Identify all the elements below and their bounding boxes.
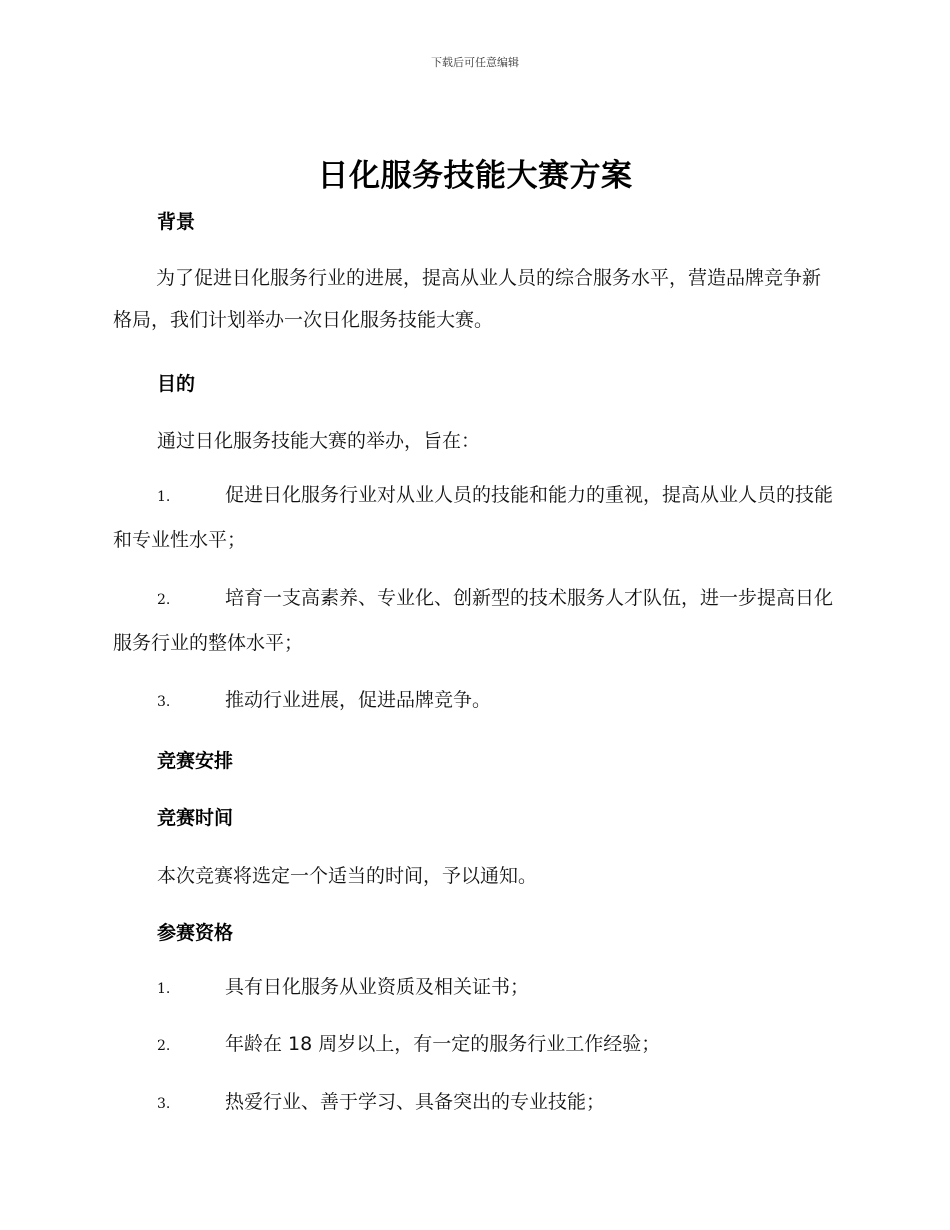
eligibility-list-item (113, 1023, 835, 1068)
heading-time: 竞赛时间 (157, 807, 234, 829)
document-title: 日化服务技能大赛方案 (317, 158, 633, 194)
list-number: 1. (157, 489, 171, 505)
purpose-intro: 通过日化服务技能大赛的举办，旨在： (157, 430, 481, 452)
list-number: 1. (157, 981, 171, 997)
list-item-text: 具有日化服务从业资质及相关证书； (225, 976, 530, 998)
purpose-list-item (113, 474, 835, 562)
time-text: 本次竞赛将选定一个适当的时间，予以通知。 (157, 865, 538, 887)
list-item-text: 热爱行业、善于学习、具备突出的专业技能； (225, 1091, 606, 1113)
list-item-text: 年龄在 18 周岁以上，有一定的服务行业工作经验； (225, 1033, 661, 1055)
heading-background: 背景 (157, 211, 196, 233)
purpose-list-item (113, 577, 835, 665)
page-header-note: 下载后可任意编辑 (431, 56, 519, 69)
list-number: 2. (157, 1038, 171, 1054)
eligibility-list-item (113, 1081, 835, 1126)
background-paragraph: 为了促进日化服务行业的进展，提高从业人员的综合服务水平，营造品牌竞争新格局，我们计划举办一次日化服务技能大赛。 (113, 267, 822, 331)
purpose-list-item (113, 679, 835, 724)
heading-purpose: 目的 (157, 373, 196, 395)
list-item-text: 推动行业进展，促进品牌竞争。 (225, 689, 492, 711)
list-number: 3. (157, 1096, 171, 1112)
heading-eligibility: 参赛资格 (157, 922, 234, 944)
list-number: 3. (157, 694, 171, 710)
list-item-text: 培育一支高素养、专业化、创新型的技术服务人才队伍，进一步提高日化服务行业的整体水平； (113, 587, 834, 654)
heading-arrangement: 竞赛安排 (157, 750, 234, 772)
list-item-text: 促进日化服务行业对从业人员的技能和能力的重视，提高从业人员的技能和专业性水平； (113, 484, 834, 551)
list-number: 2. (157, 592, 171, 608)
eligibility-list-item (113, 966, 835, 1011)
